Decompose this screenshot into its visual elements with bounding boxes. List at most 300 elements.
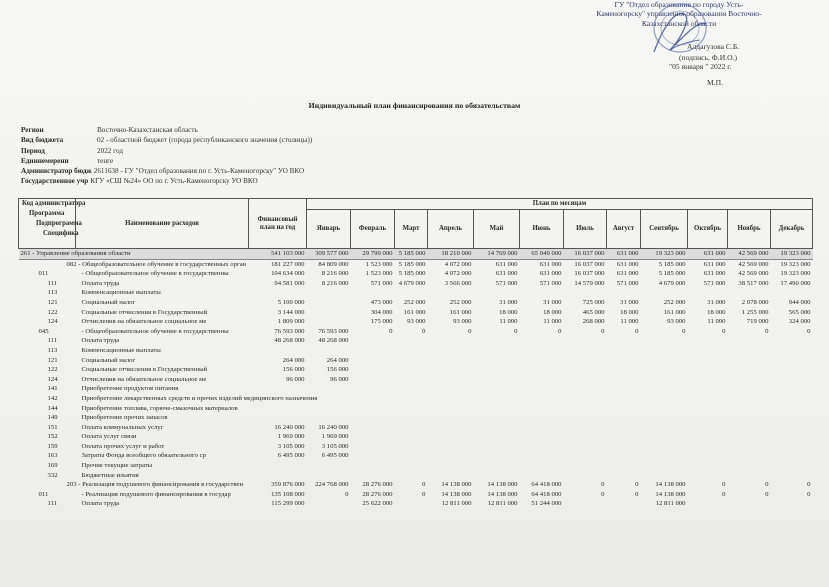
row-month-value <box>641 423 688 433</box>
row-code: 121 <box>47 356 58 364</box>
row-month-value: 16 240 000 <box>318 423 349 431</box>
row-month-value: 0 <box>389 327 393 335</box>
row-month-value <box>395 288 428 298</box>
row-month-value: 944 000 <box>788 298 811 306</box>
row-month-value <box>520 442 564 452</box>
row-month-value: 18 000 <box>543 308 562 316</box>
table-row <box>19 413 813 423</box>
row-month-value <box>307 471 351 481</box>
row-name: Оплата труда <box>81 500 120 508</box>
row-code: 124 <box>47 375 58 383</box>
row-month-value: 0 <box>635 490 639 498</box>
row-month-value: 16 037 000 <box>564 249 607 260</box>
row-month-value: 84 809 000 <box>318 260 349 268</box>
table-body <box>19 249 813 510</box>
row-month-value: 0 <box>422 490 426 498</box>
row-code: 151 <box>47 423 58 431</box>
row-month-value: 631 000 <box>703 270 726 278</box>
row-month-value: 304 000 <box>370 308 393 316</box>
row-month-value <box>351 432 395 442</box>
month-header: Декабрь <box>771 210 813 249</box>
row-annual <box>249 461 307 471</box>
row-code: 113 <box>47 346 58 354</box>
row-month-value <box>395 336 428 346</box>
code-header-level: Подпрограмма <box>36 220 82 227</box>
row-month-value: 0 <box>682 327 686 335</box>
row-month-value <box>771 471 813 481</box>
row-month-value <box>395 384 428 394</box>
approval-line: Казахстанской области <box>641 18 717 28</box>
row-month-value: 8 216 000 <box>321 279 349 287</box>
row-month-value <box>351 365 395 375</box>
row-month-value: 571 000 <box>370 279 393 287</box>
row-annual: 16 240 000 <box>274 423 305 431</box>
row-month-value <box>428 375 474 385</box>
row-annual: 115 299 000 <box>271 500 305 508</box>
row-month-value <box>395 461 428 471</box>
row-month-value: 12 811 000 <box>487 500 518 508</box>
row-month-value <box>428 413 474 423</box>
table-row <box>19 317 813 327</box>
row-month-value <box>428 442 474 452</box>
row-month-value <box>641 384 688 394</box>
row-month-value: 571 000 <box>616 279 639 287</box>
row-month-value: 14 138 000 <box>441 481 472 489</box>
row-code: 142 <box>47 394 58 402</box>
row-month-value: 0 <box>514 327 518 335</box>
row-month-value <box>771 375 813 385</box>
row-month-value <box>607 365 641 375</box>
row-month-value <box>641 432 688 442</box>
row-month-value <box>564 375 607 385</box>
row-month-value: 631 000 <box>495 260 518 268</box>
row-name: Приобретение лекарственных средств и прочих изделий медицинского назначения <box>81 394 318 402</box>
code-header-level: Программа <box>29 210 65 217</box>
row-annual: 3 105 000 <box>277 442 305 450</box>
row-month-value: 14 769 000 <box>474 249 520 260</box>
row-month-value <box>728 346 771 356</box>
row-month-value: 93 000 <box>407 318 426 326</box>
row-month-value <box>641 404 688 414</box>
table-row <box>19 269 813 279</box>
row-month-value <box>474 442 520 452</box>
row-name: Оплата услуг связи <box>81 433 137 441</box>
row-month-value: 5 185 000 <box>398 270 426 278</box>
row-month-value <box>688 375 728 385</box>
row-month-value <box>520 451 564 461</box>
row-code: 111 <box>47 500 58 508</box>
row-month-value: 0 <box>601 490 605 498</box>
meta-row <box>21 146 312 156</box>
row-month-value <box>607 423 641 433</box>
row-annual: 135 108 000 <box>271 490 305 498</box>
document-metadata <box>21 125 312 187</box>
row-month-value: 719 000 <box>746 318 769 326</box>
row-month-value <box>728 288 771 298</box>
meta-key: Период <box>21 146 45 155</box>
table-row <box>19 298 813 308</box>
row-month-value <box>688 461 728 471</box>
row-month-value <box>607 384 641 394</box>
financing-plan-table <box>18 198 813 509</box>
row-month-value: 5 185 000 <box>395 249 428 260</box>
row-code: 159 <box>47 442 58 450</box>
row-month-value: 96 000 <box>330 375 349 383</box>
meta-value: тенге <box>97 156 114 165</box>
row-month-value <box>607 375 641 385</box>
table-row <box>19 336 813 346</box>
row-month-value <box>771 404 813 414</box>
row-month-value <box>428 432 474 442</box>
row-month-value: 631 000 <box>539 270 562 278</box>
row-month-value <box>474 336 520 346</box>
row-month-value <box>728 384 771 394</box>
row-month-value <box>351 423 395 433</box>
row-month-value: 31 000 <box>543 298 562 306</box>
row-month-value: 0 <box>765 481 769 489</box>
row-month-value: 725 000 <box>582 298 605 306</box>
row-month-value: 65 049 000 <box>520 249 564 260</box>
row-month-value <box>474 413 520 423</box>
row-month-value <box>307 384 351 394</box>
row-month-value: 0 <box>765 490 769 498</box>
row-code: 045 <box>38 327 49 335</box>
row-month-value <box>520 432 564 442</box>
month-header: Июль <box>564 210 607 249</box>
row-annual <box>249 471 307 481</box>
meta-value: Восточно-Казахстанская область <box>97 126 198 134</box>
row-month-value: 175 000 <box>370 318 393 326</box>
row-code: 149 <box>47 414 58 422</box>
row-month-value: 3 105 000 <box>321 442 349 450</box>
row-month-value <box>728 336 771 346</box>
row-month-value <box>520 375 564 385</box>
row-month-value <box>641 471 688 481</box>
row-month-value <box>307 404 351 414</box>
month-header: Июнь <box>520 210 564 249</box>
row-annual <box>249 404 307 414</box>
row-month-value <box>564 471 607 481</box>
row-month-value <box>395 471 428 481</box>
row-month-value <box>607 356 641 366</box>
row-month-value <box>564 384 607 394</box>
signature-caption: (подпись, Ф.И.О.) <box>679 53 737 62</box>
page-title: Индивидуальный план финансирования по обязательствам <box>308 101 521 110</box>
code-header-level: Специфика <box>43 230 79 237</box>
row-month-value <box>771 365 813 375</box>
row-month-value: 1 523 000 <box>365 260 393 268</box>
row-month-value: 252 000 <box>403 298 426 306</box>
row-name: - Общеобразовательное обучение в государственны <box>81 270 229 278</box>
name-header: Наименование расходов <box>76 199 249 249</box>
row-name: Затраты Фонда всеобщего обязательного ср <box>81 452 206 460</box>
table-row <box>19 279 813 289</box>
row-month-value: 2 078 000 <box>741 298 769 306</box>
row-name: Приобретение топлива, горюче-смазочных материалов <box>81 404 238 412</box>
row-month-value: 17 490 000 <box>780 279 811 287</box>
row-month-value <box>474 432 520 442</box>
row-code: 121 <box>47 298 58 306</box>
row-month-value: 14 138 000 <box>487 481 518 489</box>
row-month-value <box>395 404 428 414</box>
row-month-value <box>728 471 771 481</box>
table-row <box>19 423 813 433</box>
row-month-value <box>395 365 428 375</box>
row-month-value: 14 579 000 <box>574 279 605 287</box>
row-month-value <box>520 365 564 375</box>
table-row <box>19 461 813 471</box>
row-month-value <box>728 394 771 404</box>
row-month-value: 38 517 000 <box>738 279 769 287</box>
row-name: Оплата прочих услуг и работ <box>81 442 165 450</box>
row-name: 203 - Реализация подушевого финансирования в государствен <box>66 481 244 489</box>
table-row <box>19 288 813 298</box>
row-month-value <box>688 413 728 423</box>
row-month-value: 93 000 <box>667 318 686 326</box>
row-month-value: 0 <box>635 481 639 489</box>
row-month-value <box>641 346 688 356</box>
row-month-value: 16 037 000 <box>574 270 605 278</box>
row-month-value <box>428 471 474 481</box>
row-month-value: 42 569 000 <box>728 249 771 260</box>
row-month-value: 11 000 <box>543 318 562 326</box>
row-month-value: 11 000 <box>620 318 639 326</box>
table-row <box>19 480 813 490</box>
row-month-value <box>351 394 395 404</box>
row-month-value <box>395 499 428 509</box>
row-month-value <box>564 365 607 375</box>
row-annual: 48 268 000 <box>274 337 305 345</box>
row-annual <box>249 288 307 298</box>
row-month-value <box>607 461 641 471</box>
row-month-value: 28 276 000 <box>362 481 393 489</box>
month-header: Октябрь <box>688 210 728 249</box>
row-annual: 359 876 000 <box>271 481 305 489</box>
row-month-value <box>607 336 641 346</box>
row-month-value: 0 <box>765 327 769 335</box>
row-month-value <box>564 394 607 404</box>
row-month-value <box>607 451 641 461</box>
row-month-value <box>607 346 641 356</box>
row-month-value <box>520 394 564 404</box>
row-month-value <box>474 451 520 461</box>
row-month-value <box>688 288 728 298</box>
row-month-value: 4 679 000 <box>658 279 686 287</box>
row-month-value: 64 418 000 <box>531 481 562 489</box>
row-month-value: 631 000 <box>703 260 726 268</box>
row-month-value: 0 <box>807 490 811 498</box>
row-month-value <box>688 404 728 414</box>
row-month-value: 0 <box>635 327 639 335</box>
month-header: Март <box>395 210 428 249</box>
row-month-value <box>428 346 474 356</box>
meta-key: Государственное учр <box>21 177 89 186</box>
row-month-value <box>428 451 474 461</box>
row-month-value <box>641 356 688 366</box>
row-month-value <box>520 356 564 366</box>
signer-name: Алдагузова С.Б. <box>687 42 740 51</box>
row-month-value: 0 <box>422 327 426 335</box>
row-month-value <box>474 471 520 481</box>
row-month-value: 0 <box>601 327 605 335</box>
row-month-value: 1 523 000 <box>365 270 393 278</box>
row-month-value: 0 <box>422 481 426 489</box>
row-month-value <box>351 413 395 423</box>
table-row <box>19 442 813 452</box>
row-month-value <box>771 384 813 394</box>
row-month-value <box>395 451 428 461</box>
row-code: 122 <box>47 366 58 374</box>
row-month-value <box>307 308 351 318</box>
row-month-value: 14 138 000 <box>655 481 686 489</box>
row-month-value <box>728 499 771 509</box>
row-month-value <box>771 346 813 356</box>
row-month-value <box>641 375 688 385</box>
row-month-value <box>564 423 607 433</box>
meta-value: КГУ «СШ №24» ОО по г. Усть-Каменогорску УО ВКО <box>90 177 258 186</box>
row-month-value <box>607 432 641 442</box>
row-month-value <box>307 413 351 423</box>
row-month-value <box>641 394 688 404</box>
row-name: Социальные отчисления в Государственный <box>81 308 208 316</box>
row-name: Бюджетные изъятия <box>81 471 139 479</box>
row-month-value: 18 000 <box>707 308 726 316</box>
row-month-value <box>564 336 607 346</box>
row-month-value: 309 577 000 <box>307 249 351 260</box>
row-month-value: 252 000 <box>449 298 472 306</box>
row-month-value: 0 <box>722 490 726 498</box>
row-month-value <box>474 461 520 471</box>
table-row <box>19 451 813 461</box>
row-name: - Общеобразовательное обучение в государственны <box>81 327 229 335</box>
row-month-value <box>688 365 728 375</box>
row-month-value <box>474 423 520 433</box>
row-month-value: 0 <box>468 327 472 335</box>
row-month-value <box>474 288 520 298</box>
table-row <box>19 471 813 481</box>
row-month-value: 29 799 000 <box>351 249 395 260</box>
row-month-value: 14 138 000 <box>655 490 686 498</box>
row-month-value <box>474 365 520 375</box>
row-month-value <box>564 461 607 471</box>
row-month-value <box>728 423 771 433</box>
row-month-value: 28 276 000 <box>362 490 393 498</box>
row-month-value: 48 268 000 <box>318 337 349 345</box>
meta-row <box>21 125 312 135</box>
month-header: Сентябрь <box>641 210 688 249</box>
row-code: 141 <box>47 385 58 393</box>
row-month-value <box>564 404 607 414</box>
row-month-value <box>351 375 395 385</box>
row-month-value: 18 000 <box>620 308 639 316</box>
row-code: 122 <box>47 308 58 316</box>
row-name: Социальный налог <box>81 356 136 364</box>
row-annual: 264 000 <box>282 356 305 364</box>
row-month-value: 571 000 <box>495 279 518 287</box>
row-month-value <box>428 384 474 394</box>
row-month-value: 14 138 000 <box>487 490 518 498</box>
row-month-value <box>607 288 641 298</box>
row-month-value: 1 255 000 <box>741 308 769 316</box>
row-month-value: 4 679 000 <box>398 279 426 287</box>
row-code: 144 <box>47 404 58 412</box>
row-month-value: 631 000 <box>539 260 562 268</box>
row-month-value <box>351 471 395 481</box>
row-name: 261 - Управление образования области <box>19 249 249 260</box>
meta-row <box>21 156 312 166</box>
row-month-value <box>520 384 564 394</box>
row-code: 011 <box>38 490 49 498</box>
row-annual: 3 144 000 <box>277 308 305 316</box>
row-month-value: 565 000 <box>788 308 811 316</box>
row-month-value <box>428 365 474 375</box>
month-header: Апрель <box>428 210 474 249</box>
row-month-value: 631 000 <box>607 249 641 260</box>
row-name: Социальный налог <box>81 298 136 306</box>
row-month-value: 631 000 <box>688 249 728 260</box>
row-month-value: 5 185 000 <box>398 260 426 268</box>
row-annual <box>249 413 307 423</box>
row-month-value <box>564 432 607 442</box>
table-row <box>19 356 813 366</box>
row-code: 163 <box>47 452 58 460</box>
months-header: План по месяцам <box>307 199 813 210</box>
row-month-value <box>641 288 688 298</box>
row-month-value <box>641 442 688 452</box>
row-month-value: 18 210 000 <box>428 249 474 260</box>
table-row <box>19 259 813 269</box>
meta-row <box>21 166 312 176</box>
row-month-value <box>728 375 771 385</box>
table-row <box>19 346 813 356</box>
row-month-value: 12 811 000 <box>655 500 686 508</box>
row-month-value <box>520 336 564 346</box>
row-month-value: 571 000 <box>539 279 562 287</box>
row-code: 011 <box>38 270 49 278</box>
row-month-value <box>607 471 641 481</box>
row-month-value <box>564 413 607 423</box>
row-month-value <box>428 461 474 471</box>
row-month-value <box>395 413 428 423</box>
row-annual <box>249 384 307 394</box>
row-month-value <box>428 288 474 298</box>
row-month-value <box>641 365 688 375</box>
row-month-value <box>771 442 813 452</box>
annual-header: Финансовый план на год <box>249 199 307 249</box>
row-month-value <box>520 423 564 433</box>
row-month-value <box>688 432 728 442</box>
approval-line: Каменогорску" управления образования Восточно- <box>596 9 762 19</box>
row-name: Компенсационные выплаты <box>81 289 161 297</box>
row-name: Оплата труда <box>81 279 120 287</box>
row-month-value <box>351 461 395 471</box>
row-month-value: 19 323 000 <box>780 270 811 278</box>
row-code: 152 <box>47 433 58 441</box>
meta-value: 02 - областной бюджет (города республиканского значения (столицы)) <box>97 136 313 145</box>
row-month-value: 264 000 <box>326 356 349 364</box>
row-month-value <box>474 404 520 414</box>
row-month-value <box>688 451 728 461</box>
row-month-value <box>351 442 395 452</box>
row-month-value: 571 000 <box>703 279 726 287</box>
row-month-value: 18 000 <box>499 308 518 316</box>
table-row <box>19 308 813 318</box>
row-month-value <box>728 451 771 461</box>
row-month-value <box>607 442 641 452</box>
row-month-value: 161 000 <box>403 308 426 316</box>
row-month-value <box>641 413 688 423</box>
row-annual: 76 593 000 <box>274 327 305 335</box>
